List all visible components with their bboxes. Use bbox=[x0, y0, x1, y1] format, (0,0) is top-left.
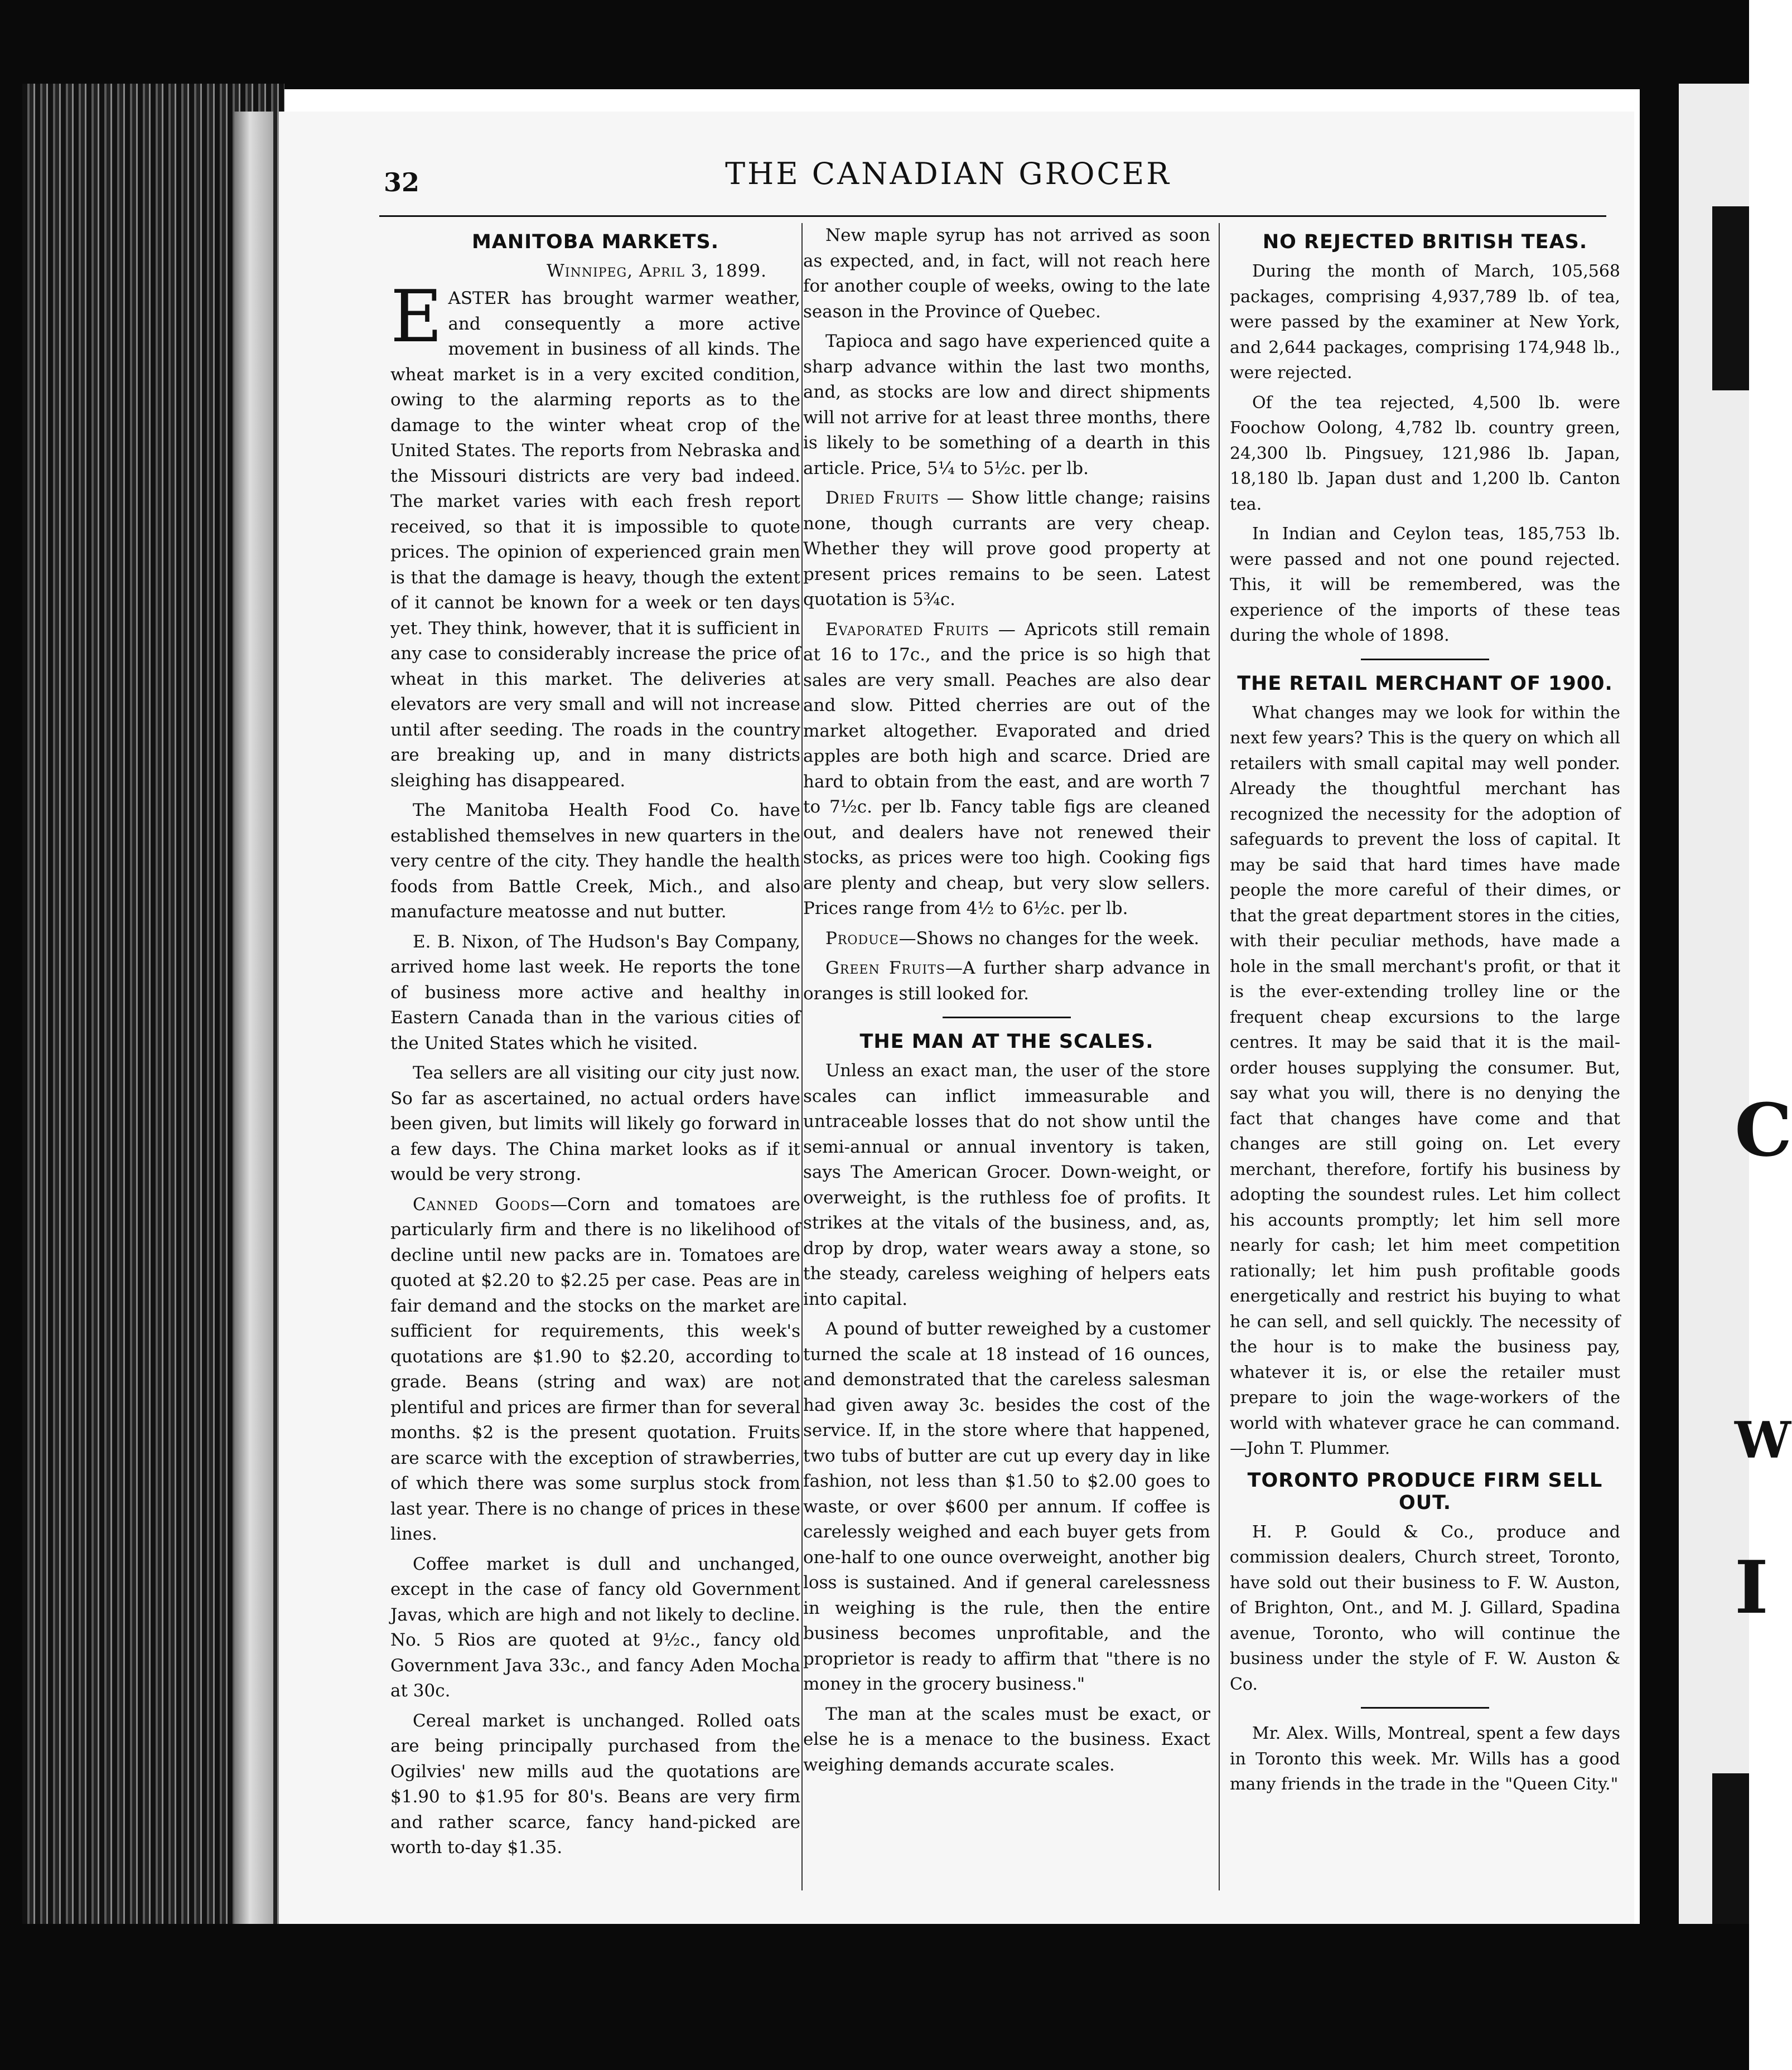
article-paragraph: The man at the scales must be exact, or else he is a menace to the business. Exact weighing demands accurate scales. bbox=[803, 1704, 1210, 1775]
article-paragraph: Dried Fruits — Show little change; raisins none, though currants are very cheap. Whether they will prove good property at present prices remains to be seen. Latest quotation is 5¾c. bbox=[803, 488, 1210, 610]
article-paragraph: EASTER has brought warmer weather, and consequently a more active movement in business of all kinds. The wheat market is in a very excited condition, owing to the alarming reports as to the damage to the winter wheat crop of the United States. The reports from Nebraska and the Missouri districts are very bad indeed. The market varies with each fresh report received, so that it is impossible to quote prices. The opinion of experienced grain men is that the damage is heavy, though the extent of it cannot be known for a week or ten days yet. They think, however, that it is sufficient in any case to considerably increase the price of wheat in this market. The deliveries at elevators are very small and will not increase until after seeding. The roads in the country are breaking up, and in many districts sleighing has disappeared. bbox=[390, 275, 800, 791]
scanner-frame-top bbox=[0, 0, 1749, 89]
article-paragraph: During the month of March, 105,568 packages, comprising 4,937,789 lb. of tea, were passed by the examiner at New York, and 2,644 packages, comprising 174,948 lb., were rejected. bbox=[1230, 262, 1620, 383]
page-stack-edge bbox=[234, 112, 273, 1924]
article-paragraph: New maple syrup has not arrived as soon as expected, and, in fact, will not reach here for another couple of weeks, owing to the late season in the Province of Quebec. bbox=[803, 225, 1210, 322]
article-paragraph: The Manitoba Health Food Co. have established themselves in new quarters in the very centre of the city. They handle the health foods from Battle Creek, Mich., and also manufacture meatosse and nut butter. bbox=[390, 800, 800, 922]
header-rule bbox=[379, 215, 1606, 217]
scanner-frame-right bbox=[1640, 84, 1679, 1941]
next-page-glyph: C bbox=[1735, 1087, 1792, 1173]
section-rule bbox=[1361, 659, 1489, 660]
column-2 bbox=[803, 223, 1210, 1782]
section-rule bbox=[1361, 1707, 1489, 1709]
article-paragraph: H. P. Gould & Co., produce and commission dealers, Church street, Toronto, have sold out their business to F. W. Auston, of Brighton, Ont., and M. J. Gillard, Spadina avenue, Toronto, who will continue the business under the style of F. W. Auston & Co. bbox=[1230, 1522, 1620, 1694]
article-title: MANITOBA MARKETS. bbox=[471, 231, 719, 253]
article-title: TORONTO PRODUCE FIRM SELL OUT. bbox=[1247, 1469, 1603, 1514]
next-page-glyph: I bbox=[1735, 1545, 1769, 1630]
column-3 bbox=[1230, 223, 1620, 1802]
article-paragraph: Mr. Alex. Wills, Montreal, spent a few days in Toronto this week. Mr. Wills has a good many friends in the trade in the "Queen City." bbox=[1230, 1724, 1620, 1794]
next-page-ad-bar bbox=[1712, 206, 1749, 390]
column-divider bbox=[801, 223, 803, 1890]
article-paragraph: Of the tea rejected, 4,500 lb. were Foochow Oolong, 4,782 lb. country green, 24,300 lb. Pingsuey, 121,986 lb. Japan, 18,180 lb. Japan dust and 1,200 lb. Canton tea. bbox=[1230, 393, 1620, 514]
article-title: THE RETAIL MERCHANT OF 1900. bbox=[1237, 672, 1613, 695]
column-1 bbox=[390, 223, 800, 1865]
article-paragraph: A pound of butter reweighed by a customer turned the scale at 18 instead of 16 ounces, and demonstrated that the careless salesman had given away 3c. besides the cost of the service. If, in the store where that happened, two tubs of butter are cut up every day in like fashion, not less than $1.50 to $2.00 goes to waste, or over $600 per annum. If coffee is carelessly weighed and each buyer gets from one-half to one ounce overweight, another big loss is sustained. And if general carelessness in weighing is the rule, then the entire business becomes unprofitable, and the proprietor is ready to affirm that "there is no money in the grocery business." bbox=[803, 1319, 1210, 1694]
article-paragraph: E. B. Nixon, of The Hudson's Bay Company, arrived home last week. He reports the tone of business more active and healthy in Eastern Canada than in the various cities of the United States which he visited. bbox=[390, 931, 800, 1053]
article-title: THE MAN AT THE SCALES. bbox=[859, 1031, 1154, 1053]
drop-cap: E bbox=[390, 275, 443, 359]
article-paragraph: Coffee market is dull and unchanged, except in the case of fancy old Government Javas, which are high and not likely to decline. No. 5 Rios are quoted at 9½c., fancy old Government Java 33c., and fancy Aden Mocha at 30c. bbox=[390, 1554, 801, 1701]
article-paragraph: Evaporated Fruits — Apricots still remain at 16 to 17c., and the price is so high that sales are very small. Peaches are also dear and slow. Pitted cherries are out of the market altogether. Evaporated and dried apples are both high and scarce. Dried are hard to obtain from the east, and are worth 7 to 7½c. per lb. Fancy table figs are cleaned out, and dealers have not renewed their stocks, as prices were too high. Cooking figs are plenty and cheap, but very slow sellers. Prices range from 4½ to 6½c. per lb. bbox=[803, 619, 1211, 918]
section-lead: Evaporated Fruits bbox=[825, 619, 989, 640]
article-paragraph: Produce—Shows no changes for the week. bbox=[825, 928, 1200, 949]
section-lead: Produce bbox=[825, 928, 899, 949]
dateline: Winnipeg, April 3, 1899. bbox=[547, 261, 767, 281]
article-title: NO REJECTED BRITISH TEAS. bbox=[1262, 231, 1588, 253]
article-paragraph: Canned Goods—Corn and tomatoes are particularly firm and there is no likelihood of decline until new packs are in. Tomatoes are quoted at $2.20 to $2.25 per case. Peas are in fair demand and the stocks on the market are sufficient for requirements, this week's quotations are $1.90 to $2.20, according to grade. Beans (string and wax) are not plentiful and prices are firmer than for several months. $2 is the present quotation. Fruits are scarce with the exception of strawberries, of which there was some surplus stock from last year. There is no change of prices in these lines. bbox=[390, 1194, 800, 1544]
next-page-glyph: W bbox=[1735, 1411, 1791, 1470]
section-rule bbox=[943, 1017, 1071, 1018]
next-page-ad-bar bbox=[1712, 1773, 1749, 1941]
article-paragraph: Tea sellers are all visiting our city just now. So far as ascertained, no actual orders have been given, but limits will likely go forward in a few days. The China market looks as if it would be very strong. bbox=[390, 1063, 800, 1184]
next-page-fragment bbox=[1679, 84, 1792, 1941]
section-lead: Dried Fruits bbox=[825, 488, 940, 508]
column-divider bbox=[1219, 223, 1220, 1890]
scanner-frame-left bbox=[0, 0, 22, 2070]
masthead: THE CANADIAN GROCER bbox=[725, 156, 1171, 191]
article-paragraph: Unless an exact man, the user of the store scales can inflict immeasurable and untraceable losses that do not show until the semi-annual or annual inventory is taken, says The American Grocer. Down-weight, or overweight, is the ruthless foe of profits. It strikes at the vitals of the business, and, as, drop by drop, water wears away a stone, so the steady, careless weighing of helpers eats into capital. bbox=[803, 1061, 1210, 1309]
page-number: 32 bbox=[384, 167, 420, 197]
article-paragraph: Cereal market is unchanged. Rolled oats are being principally purchased from the Ogilvies' new mills aud the quotations are $1.90 to $1.95 for 80's. Beans are very firm and rather scarce, fancy hand-picked are worth to-day $1.35. bbox=[390, 1710, 800, 1858]
scanner-frame-bottom bbox=[0, 1924, 1749, 2070]
article-paragraph: In Indian and Ceylon teas, 185,753 lb. were passed and not one pound rejected. This, it will be remembered, was the experience of the imports of these teas during the whole of 1898. bbox=[1230, 524, 1620, 645]
article-paragraph: What changes may we look for within the next few years? This is the query on which all retailers with small capital may well ponder. Already the thoughtful merchant has recognized the necessity for the adoption of safeguards to prevent the loss of capital. It may be said that hard times have made people the more careful of their dimes, or that the great department stores in the cities, with their peculiar methods, have made a hole in the small merchant's profit, or that it is the ever-extending trolley line or the frequent cheap excursions to the large centres. It may be said that it is the mail-order houses supplying the consumer. But, say what you will, there is no denying the fact that changes have come and that changes are still going on. Let every merchant, therefore, fortify his business by adopting the soundest rules. Let him collect his accounts promptly; let him sell more nearly for cash; let him meet competition rationally; let him push profitable goods energetically and restrict his buying to what he can sell, and sell quickly. The necessity of the hour is to make the business pay, whatever it is, or else the retailer must prepare to join the wage-workers of the world with whatever grace he can command.—John T. Plummer. bbox=[1230, 703, 1620, 1458]
article-paragraph: Green Fruits—A further sharp advance in oranges is still looked for. bbox=[803, 958, 1211, 1004]
section-lead: Canned Goods bbox=[413, 1194, 550, 1215]
section-lead: Green Fruits bbox=[825, 958, 945, 978]
article-paragraph: Tapioca and sago have experienced quite a sharp advance within the last two months, and, as stocks are low and direct shipments will not arrive for at least three months, there is likely to be something of a dearth in this article. Price, 5¼ to 5½c. per lb. bbox=[803, 331, 1210, 478]
